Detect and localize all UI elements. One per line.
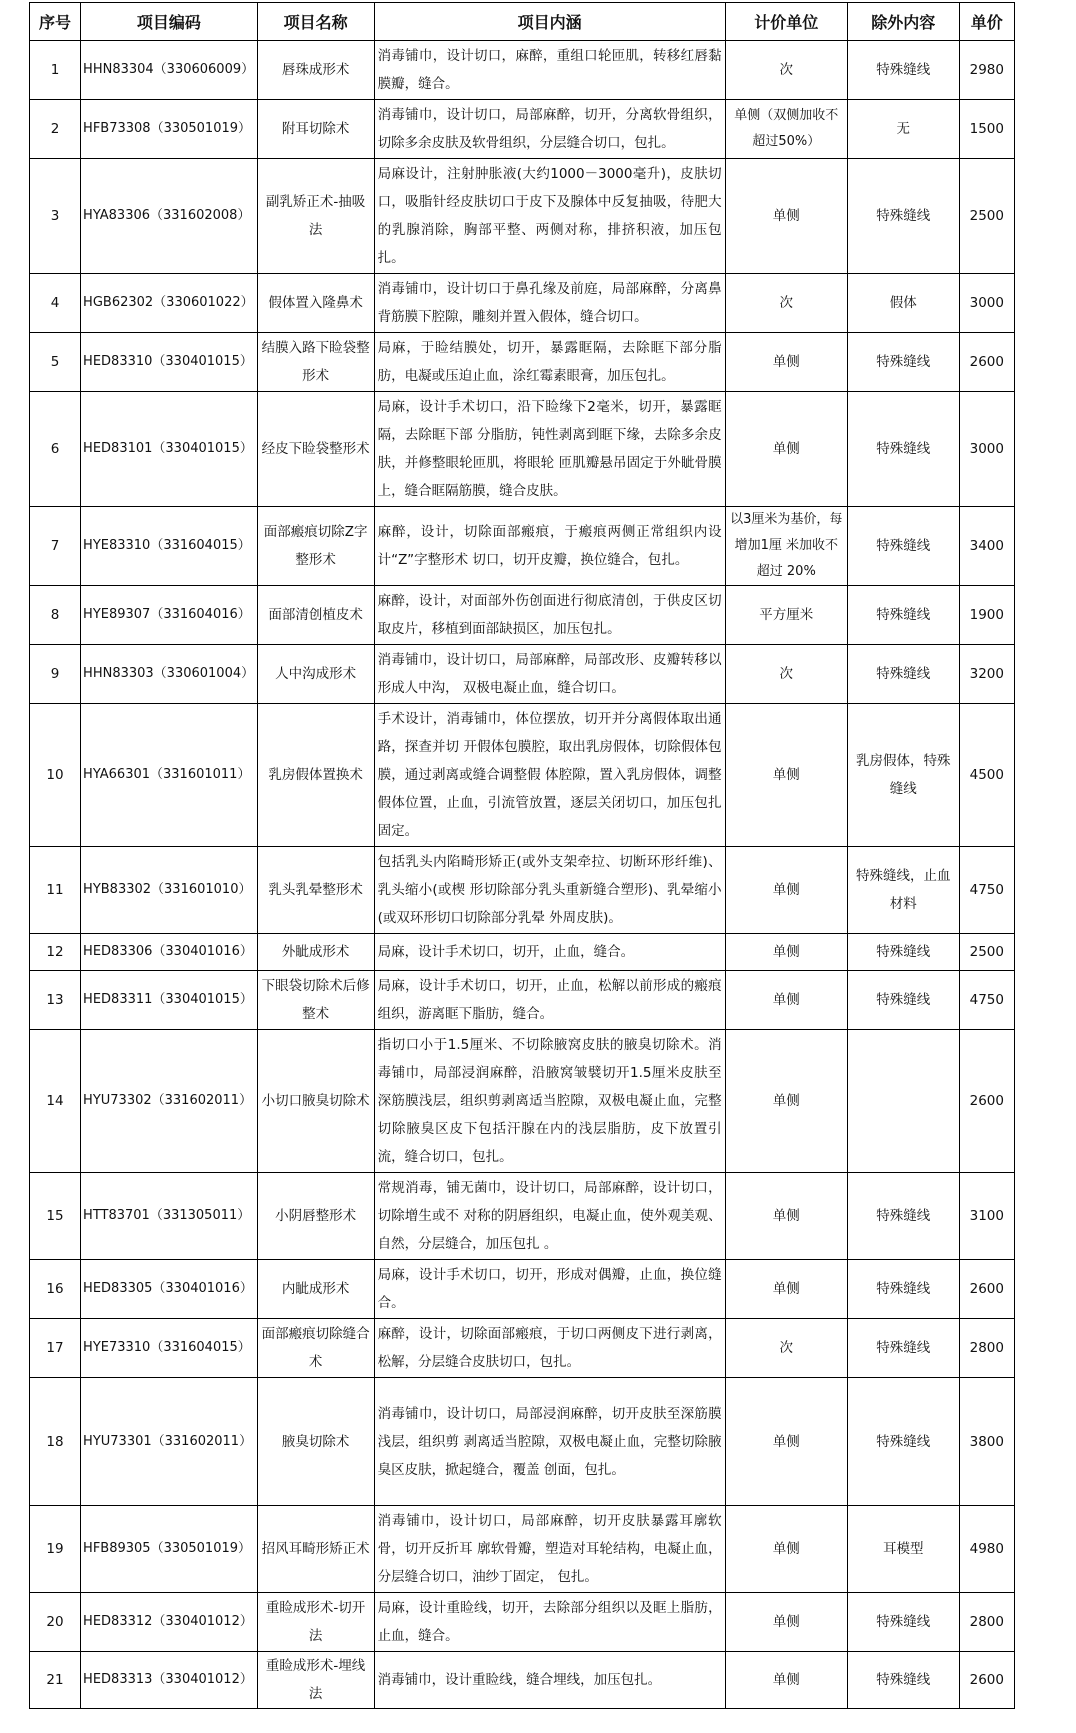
table-row [30, 1593, 1015, 1652]
cell-no: 2 [30, 100, 81, 159]
cell-no: 14 [30, 1030, 81, 1173]
cell-no: 13 [30, 971, 81, 1030]
price-table [29, 2, 1015, 1709]
cell-name: 乳头乳晕整形术 [257, 847, 374, 934]
cell-content: 局麻，设计重睑线，切开，去除部分组织以及眶上脂肪，止血，缝合。 [374, 1593, 725, 1652]
cell-name: 经皮下睑袋整形术 [257, 392, 374, 507]
cell-exclusions: 无 [847, 100, 959, 159]
cell-price: 4750 [959, 847, 1014, 934]
cell-code: HED83101（330401015） [81, 392, 258, 507]
cell-price: 3800 [959, 1378, 1014, 1506]
table-row [30, 274, 1015, 333]
cell-unit: 单侧 [725, 159, 847, 274]
cell-unit: 单侧 [725, 847, 847, 934]
table-row [30, 1506, 1015, 1593]
table-row [30, 1652, 1015, 1709]
cell-exclusions: 特殊缝线 [847, 586, 959, 645]
cell-unit: 平方厘米 [725, 586, 847, 645]
cell-code: HYE83310（331604015） [81, 507, 258, 586]
cell-no: 19 [30, 1506, 81, 1593]
cell-price: 2980 [959, 41, 1014, 100]
cell-unit: 单侧 [725, 934, 847, 971]
cell-content: 麻醉，设计，切除面部瘢痕，于切口两侧皮下进行剥离，松解，分层缝合皮肤切口，包扎。 [374, 1319, 725, 1378]
cell-code: HED83313（330401012） [81, 1652, 258, 1709]
cell-name: 招风耳畸形矫正术 [257, 1506, 374, 1593]
cell-name: 面部瘢痕切除缝合术 [257, 1319, 374, 1378]
cell-exclusions: 特殊缝线，止血材料 [847, 847, 959, 934]
cell-unit: 单侧 [725, 1030, 847, 1173]
cell-no: 17 [30, 1319, 81, 1378]
table-row [30, 159, 1015, 274]
cell-price: 4500 [959, 704, 1014, 847]
cell-unit: 单侧 [725, 971, 847, 1030]
cell-code: HYU73301（331602011） [81, 1378, 258, 1506]
table-row [30, 1378, 1015, 1506]
cell-price: 2600 [959, 1030, 1014, 1173]
cell-name: 重睑成形术-埋线法 [257, 1652, 374, 1709]
cell-price: 3000 [959, 392, 1014, 507]
cell-exclusions: 假体 [847, 274, 959, 333]
cell-unit: 次 [725, 41, 847, 100]
cell-content: 局麻，设计手术切口，切开，止血，松解以前形成的瘢痕组织，游离眶下脂肪，缝合。 [374, 971, 725, 1030]
cell-price: 2800 [959, 1319, 1014, 1378]
cell-content: 消毒铺巾，设计切口，局部麻醉，切开，分离软骨组织，切除多余皮肤及软骨组织，分层缝合切口，包扎。 [374, 100, 725, 159]
cell-unit: 次 [725, 1319, 847, 1378]
cell-name: 小切口腋臭切除术 [257, 1030, 374, 1173]
cell-exclusions: 特殊缝线 [847, 934, 959, 971]
cell-content: 局麻，于睑结膜处，切开，暴露眶隔，去除眶下部分脂肪，电凝或压迫止血，涂红霉素眼膏，加压包扎。 [374, 333, 725, 392]
cell-code: HHN83304（330606009） [81, 41, 258, 100]
cell-exclusions: 特殊缝线 [847, 1378, 959, 1506]
cell-name: 重睑成形术-切开法 [257, 1593, 374, 1652]
cell-no: 15 [30, 1173, 81, 1260]
cell-price: 4750 [959, 971, 1014, 1030]
cell-unit: 次 [725, 274, 847, 333]
cell-no: 10 [30, 704, 81, 847]
cell-code: HED83310（330401015） [81, 333, 258, 392]
cell-code: HYU73302（331602011） [81, 1030, 258, 1173]
cell-content: 消毒铺巾，设计切口，局部麻醉，局部改形、皮瓣转移以形成人中沟， 双极电凝止血，缝合切口。 [374, 645, 725, 704]
cell-content: 消毒铺巾，设计切口于鼻孔缘及前庭，局部麻醉，分离鼻背筋膜下腔隙，雕刻并置入假体，缝合切口。 [374, 274, 725, 333]
cell-unit: 单侧（双侧加收不超过50%） [725, 100, 847, 159]
cell-no: 5 [30, 333, 81, 392]
cell-exclusions: 特殊缝线 [847, 41, 959, 100]
header-content: 项目内涵 [374, 3, 725, 41]
cell-no: 6 [30, 392, 81, 507]
cell-code: HED83311（330401015） [81, 971, 258, 1030]
cell-price: 1500 [959, 100, 1014, 159]
cell-code: HTT83701（331305011） [81, 1173, 258, 1260]
cell-name: 副乳矫正术-抽吸法 [257, 159, 374, 274]
table-row [30, 333, 1015, 392]
cell-name: 人中沟成形术 [257, 645, 374, 704]
header-no: 序号 [30, 3, 81, 41]
cell-no: 8 [30, 586, 81, 645]
cell-code: HFB89305（330501019） [81, 1506, 258, 1593]
cell-price: 3000 [959, 274, 1014, 333]
table-row [30, 971, 1015, 1030]
cell-code: HED83312（330401012） [81, 1593, 258, 1652]
cell-content: 消毒铺巾，设计切口，局部浸润麻醉，切开皮肤至深筋膜浅层，组织剪 剥离适当腔隙，双极电凝止血，完整切除腋臭区皮肤，掀起缝合，覆盖 创面，包扎。 [374, 1378, 725, 1506]
header-unit: 计价单位 [725, 3, 847, 41]
cell-name: 唇珠成形术 [257, 41, 374, 100]
cell-exclusions [847, 1030, 959, 1173]
cell-unit: 单侧 [725, 392, 847, 507]
cell-unit: 单侧 [725, 1593, 847, 1652]
cell-unit: 单侧 [725, 333, 847, 392]
cell-unit: 以3厘米为基价，每增加1厘 米加收不超过 20% [725, 507, 847, 586]
table-row [30, 392, 1015, 507]
cell-price: 3200 [959, 645, 1014, 704]
cell-no: 21 [30, 1652, 81, 1709]
cell-unit: 单侧 [725, 1173, 847, 1260]
cell-code: HYE89307（331604016） [81, 586, 258, 645]
cell-price: 2600 [959, 333, 1014, 392]
cell-unit: 单侧 [725, 1506, 847, 1593]
cell-content: 指切口小于1.5厘米、不切除腋窝皮肤的腋臭切除术。消毒铺巾，局部浸润麻醉，沿腋窝皱襞切开1.5厘米皮肤至深筋膜浅层，组织剪剥离适当腔隙，双极电凝止血，完整切除腋臭区皮下包括汗腺在内的浅层脂肪，皮下放置引流，缝合切口，包扎。 [374, 1030, 725, 1173]
cell-unit: 单侧 [725, 1260, 847, 1319]
cell-unit: 单侧 [725, 704, 847, 847]
cell-name: 下眼袋切除术后修整术 [257, 971, 374, 1030]
cell-price: 3400 [959, 507, 1014, 586]
cell-exclusions: 特殊缝线 [847, 971, 959, 1030]
cell-exclusions: 耳模型 [847, 1506, 959, 1593]
cell-price: 1900 [959, 586, 1014, 645]
table-row [30, 1319, 1015, 1378]
cell-content: 局麻，设计手术切口，切开，形成对偶瓣，止血，换位缝合。 [374, 1260, 725, 1319]
cell-content: 包括乳头内陷畸形矫正(或外支架牵拉、切断环形纤维)、乳头缩小(或楔 形切除部分乳头重新缝合塑形)、乳晕缩小(或双环形切口切除部分乳晕 外周皮肤)。 [374, 847, 725, 934]
cell-exclusions: 特殊缝线 [847, 1319, 959, 1378]
table-row [30, 847, 1015, 934]
table-row [30, 645, 1015, 704]
cell-exclusions: 特殊缝线 [847, 159, 959, 274]
header-name: 项目名称 [257, 3, 374, 41]
cell-price: 2500 [959, 159, 1014, 274]
cell-exclusions: 特殊缝线 [847, 392, 959, 507]
cell-code: HYA66301（331601011） [81, 704, 258, 847]
table-row [30, 1173, 1015, 1260]
cell-price: 2500 [959, 934, 1014, 971]
cell-exclusions: 乳房假体，特殊缝线 [847, 704, 959, 847]
table-row [30, 100, 1015, 159]
cell-exclusions: 特殊缝线 [847, 1652, 959, 1709]
cell-name: 乳房假体置换术 [257, 704, 374, 847]
cell-name: 附耳切除术 [257, 100, 374, 159]
cell-name: 腋臭切除术 [257, 1378, 374, 1506]
header-price: 单价 [959, 3, 1014, 41]
cell-code: HYE73310（331604015） [81, 1319, 258, 1378]
cell-price: 2800 [959, 1593, 1014, 1652]
table-row [30, 1260, 1015, 1319]
cell-unit: 单侧 [725, 1378, 847, 1506]
table-row [30, 1030, 1015, 1173]
cell-no: 3 [30, 159, 81, 274]
cell-exclusions: 特殊缝线 [847, 1593, 959, 1652]
cell-name: 面部清创植皮术 [257, 586, 374, 645]
cell-price: 3100 [959, 1173, 1014, 1260]
cell-content: 麻醉，设计，切除面部瘢痕，于瘢痕两侧正常组织内设计“Z”字整形术 切口，切开皮瓣，换位缝合，包扎。 [374, 507, 725, 586]
header-code: 项目编码 [81, 3, 258, 41]
cell-no: 7 [30, 507, 81, 586]
cell-unit: 单侧 [725, 1652, 847, 1709]
header-exclusions: 除外内容 [847, 3, 959, 41]
cell-no: 16 [30, 1260, 81, 1319]
cell-name: 外眦成形术 [257, 934, 374, 971]
cell-exclusions: 特殊缝线 [847, 1173, 959, 1260]
cell-price: 4980 [959, 1506, 1014, 1593]
cell-price: 2600 [959, 1652, 1014, 1709]
cell-name: 小阴唇整形术 [257, 1173, 374, 1260]
cell-exclusions: 特殊缝线 [847, 507, 959, 586]
table-row [30, 934, 1015, 971]
cell-content: 局麻，设计手术切口，沿下睑缘下2毫米，切开，暴露眶隔，去除眶下部 分脂肪，钝性剥离到眶下缘，去除多余皮肤，并修整眼轮匝肌，将眼轮 匝肌瓣悬吊固定于外眦骨膜上，缝合眶隔筋膜，缝合皮肤。 [374, 392, 725, 507]
cell-code: HYA83306（331602008） [81, 159, 258, 274]
cell-content: 局麻设计，注射肿胀液(大约1000－3000毫升)，皮肤切口，吸脂针经皮肤切口于皮下及腺体中反复抽吸，待肥大的乳腺消除，胸部平整、两侧对称，排挤积液，加压包扎。 [374, 159, 725, 274]
cell-no: 12 [30, 934, 81, 971]
table-row [30, 41, 1015, 100]
cell-no: 20 [30, 1593, 81, 1652]
cell-name: 假体置入隆鼻术 [257, 274, 374, 333]
cell-unit: 次 [725, 645, 847, 704]
cell-exclusions: 特殊缝线 [847, 1260, 959, 1319]
cell-code: HHN83303（330601004） [81, 645, 258, 704]
cell-content: 消毒铺巾，设计重睑线，缝合埋线，加压包扎。 [374, 1652, 725, 1709]
table-row [30, 507, 1015, 586]
cell-code: HED83306（330401016） [81, 934, 258, 971]
cell-content: 消毒铺巾，设计切口，麻醉，重组口轮匝肌，转移红唇黏膜瓣，缝合。 [374, 41, 725, 100]
cell-no: 18 [30, 1378, 81, 1506]
cell-name: 结膜入路下睑袋整形术 [257, 333, 374, 392]
table-row [30, 586, 1015, 645]
cell-content: 消毒铺巾，设计切口，局部麻醉，切开皮肤暴露耳廓软骨，切开反折耳 廓软骨瓣，塑造对耳轮结构，电凝止血，分层缝合切口，油纱丁固定， 包扎。 [374, 1506, 725, 1593]
cell-exclusions: 特殊缝线 [847, 333, 959, 392]
cell-exclusions: 特殊缝线 [847, 645, 959, 704]
cell-content: 常规消毒，铺无菌巾，设计切口，局部麻醉，设计切口，切除增生或不 对称的阴唇组织，电凝止血，使外观美观、自然，分层缝合，加压包扎 。 [374, 1173, 725, 1260]
cell-name: 面部瘢痕切除Z字整形术 [257, 507, 374, 586]
header-row [30, 3, 1015, 41]
cell-no: 1 [30, 41, 81, 100]
cell-no: 4 [30, 274, 81, 333]
cell-no: 9 [30, 645, 81, 704]
cell-code: HGB62302（330601022） [81, 274, 258, 333]
cell-code: HED83305（330401016） [81, 1260, 258, 1319]
cell-code: HYB83302（331601010） [81, 847, 258, 934]
cell-content: 手术设计，消毒铺巾，体位摆放，切开并分离假体取出通路，探查并切 开假体包膜腔，取出乳房假体，切除假体包膜，通过剥离或缝合调整假 体腔隙，置入乳房假体，调整假体位置，止血，引流管放置，逐层关闭切口，加压包扎固定。 [374, 704, 725, 847]
cell-price: 2600 [959, 1260, 1014, 1319]
cell-no: 11 [30, 847, 81, 934]
cell-name: 内眦成形术 [257, 1260, 374, 1319]
table-row [30, 704, 1015, 847]
cell-content: 麻醉，设计，对面部外伤创面进行彻底清创，于供皮区切取皮片，移植到面部缺损区，加压包扎。 [374, 586, 725, 645]
cell-code: HFB73308（330501019） [81, 100, 258, 159]
cell-content: 局麻，设计手术切口，切开，止血，缝合。 [374, 934, 725, 971]
